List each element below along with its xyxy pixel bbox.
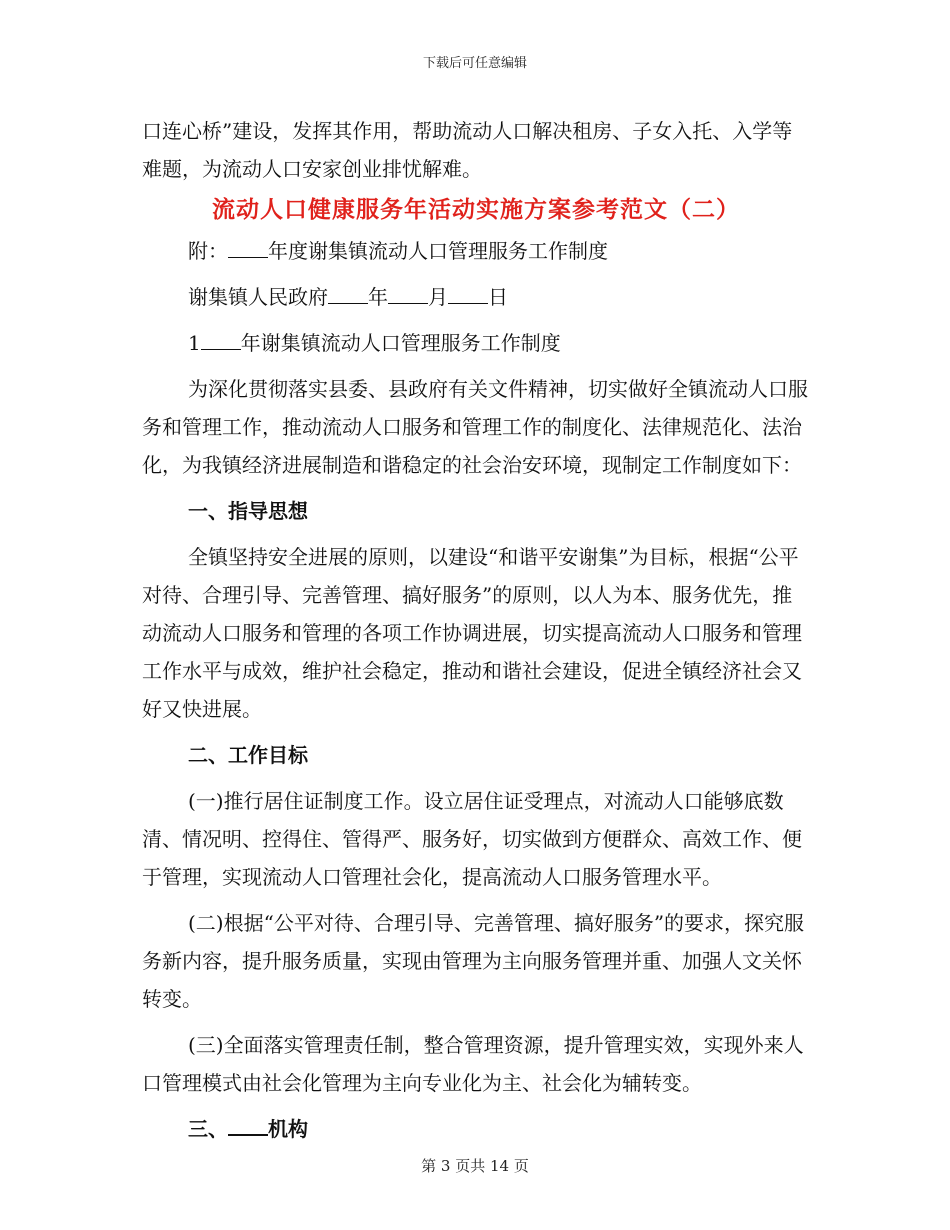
blank-year-3 bbox=[201, 327, 241, 350]
attachment-suffix: 年度谢集镇流动人口管理服务工作制度 bbox=[268, 239, 608, 263]
day-label: 日 bbox=[488, 285, 508, 309]
paragraph-goal-1: (一)推行居住证制度工作。设立居住证受理点，对流动人口能够底数清、情况明、控得住、管得严、服务好，切实做到方便群众、高效工作、便于管理，实现流动人口管理社会化，提高流动人口服务管理水平。 bbox=[142, 789, 802, 889]
intro-paragraph: 口连心桥”建设，发挥其作用，帮助流动人口解决租房、子女入托、入学等难题，为流动人口安家创业排忧解难。 bbox=[142, 119, 793, 181]
page-footer: 第 3 页共 14 页 bbox=[421, 1157, 529, 1175]
document-name: 年谢集镇流动人口管理服务工作制度 bbox=[240, 331, 561, 355]
heading-organization-suffix: 机构 bbox=[268, 1117, 308, 1141]
paragraph-goal-2: (二)根据“公平对待、合理引导、完善管理、搞好服务”的要求，探究服务新内容，提升服务质量，实现由管理为主向服务管理并重、加强人文关怀转变。 bbox=[142, 911, 805, 1011]
blank-month bbox=[388, 281, 428, 304]
heading-organization bbox=[142, 1110, 810, 1148]
attachment-line bbox=[142, 232, 810, 270]
attachment-prefix: 附： bbox=[188, 239, 228, 263]
heading-guiding-ideology: 一、指导思想 bbox=[188, 499, 308, 523]
signature-date-line bbox=[142, 278, 810, 316]
paragraph-goal-3: (三)全面落实管理责任制，整合管理资源，提升管理实效，实现外来人口管理模式由社会化管理为主向专业化为主、社会化为辅转变。 bbox=[142, 1033, 804, 1095]
year-label: 年 bbox=[368, 285, 388, 309]
blank-year-2 bbox=[328, 281, 368, 304]
heading-organization-prefix: 三、 bbox=[188, 1117, 228, 1141]
heading-work-goals: 二、工作目标 bbox=[188, 743, 308, 767]
paragraph-preamble: 为深化贯彻落实县委、县政府有关文件精神，切实做好全镇流动人口服务和管理工作，推动流动人口服务和管理工作的制度化、法律规范化、法治化，为我镇经济进展制造和谐稳定的社会治安环境，现制定工作制度如下： bbox=[142, 377, 808, 477]
government-name: 谢集镇人民政府 bbox=[188, 285, 328, 309]
blank-day bbox=[448, 281, 488, 304]
month-label: 月 bbox=[428, 285, 448, 309]
page-header: 下载后可任意编辑 bbox=[422, 56, 527, 71]
blank-year bbox=[228, 235, 268, 258]
document-number: 1 bbox=[188, 331, 201, 355]
section-title: 流动人口健康服务年活动实施方案参考范文（二） bbox=[212, 197, 740, 223]
document-name-line bbox=[142, 324, 810, 362]
document-body bbox=[142, 112, 810, 1148]
blank-organization bbox=[228, 1112, 268, 1136]
paragraph-guiding-ideology: 全镇坚持安全进展的原则，以建设“和谐平安谢集”为目标，根据“公平对待、合理引导、完善管理、搞好服务”的原则，以人为本、服务优先，推动流动人口服务和管理的各项工作协调进展，切实提高流动人口服务和管理工作水平与成效，维护社会稳定，推动和谐社会建设，促进全镇经济社会又好又快进展。 bbox=[142, 545, 802, 721]
